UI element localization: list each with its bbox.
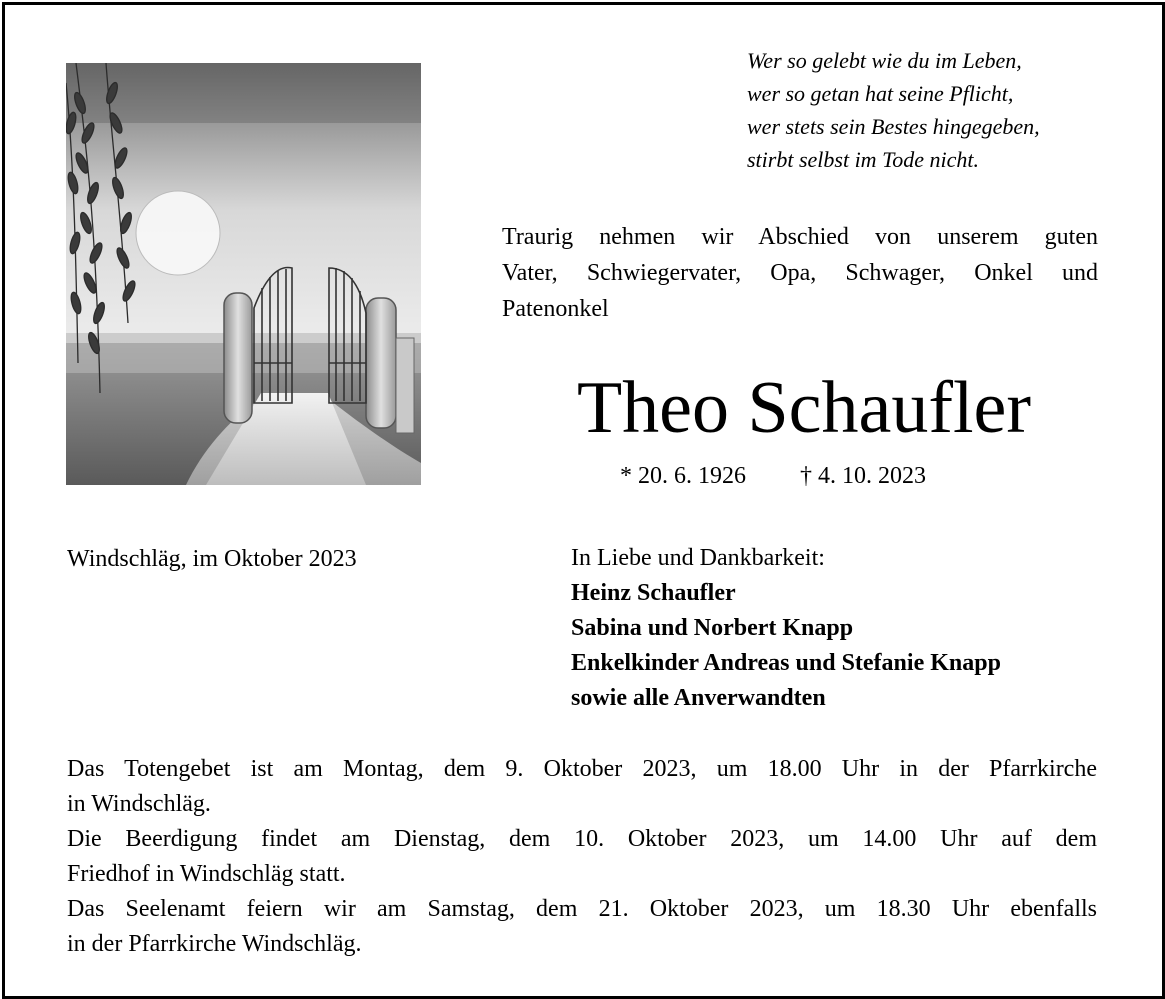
intro-line: Patenonkel	[502, 296, 609, 322]
birth-date: * 20. 6. 1926	[620, 463, 746, 489]
poem-line: wer so getan hat seine Pflicht,	[747, 81, 1014, 106]
service-line: in Windschläg.	[67, 791, 211, 817]
service-line: in der Pfarrkirche Windschläg.	[67, 931, 362, 957]
life-dates	[620, 458, 926, 494]
service-line: Die Beerdigung findet am Dienstag, dem 10. Oktober 2023, um 14.00 Uhr auf dem	[67, 826, 1097, 852]
mourner-name: Heinz Schaufler	[571, 580, 736, 606]
mourners-intro: In Liebe und Dankbarkeit:	[571, 545, 825, 571]
intro-line: Traurig nehmen wir Abschied von unserem guten	[502, 224, 1098, 250]
mourner-name: Enkelkinder Andreas und Stefanie Knapp	[571, 650, 1001, 676]
intro-line: Vater, Schwiegervater, Opa, Schwager, Onkel und	[502, 260, 1098, 286]
service-line: Friedhof in Windschläg statt.	[67, 861, 346, 887]
cemetery-gate-illustration	[66, 63, 421, 485]
service-line: Das Seelenamt feiern wir am Samstag, dem 21. Oktober 2023, um 18.30 Uhr ebenfalls	[67, 896, 1097, 922]
poem-line: wer stets sein Bestes hingegeben,	[747, 114, 1040, 139]
mourners-block	[571, 541, 1001, 716]
place-and-date: Windschläg, im Oktober 2023	[67, 546, 357, 572]
farewell-intro	[502, 219, 1098, 327]
service-line: Das Totengebet ist am Montag, dem 9. Oktober 2023, um 18.00 Uhr in der Pfarrkirche	[67, 756, 1097, 782]
death-date: † 4. 10. 2023	[800, 463, 926, 489]
service-announcements	[67, 752, 1097, 962]
poem-line: Wer so gelebt wie du im Leben,	[747, 48, 1022, 73]
memorial-poem	[747, 44, 1147, 176]
mourner-name: sowie alle Anverwandten	[571, 685, 826, 711]
mourner-name: Sabina und Norbert Knapp	[571, 615, 854, 641]
poem-line: stirbt selbst im Tode nicht.	[747, 147, 980, 172]
deceased-name: Theo Schaufler	[576, 367, 1032, 449]
